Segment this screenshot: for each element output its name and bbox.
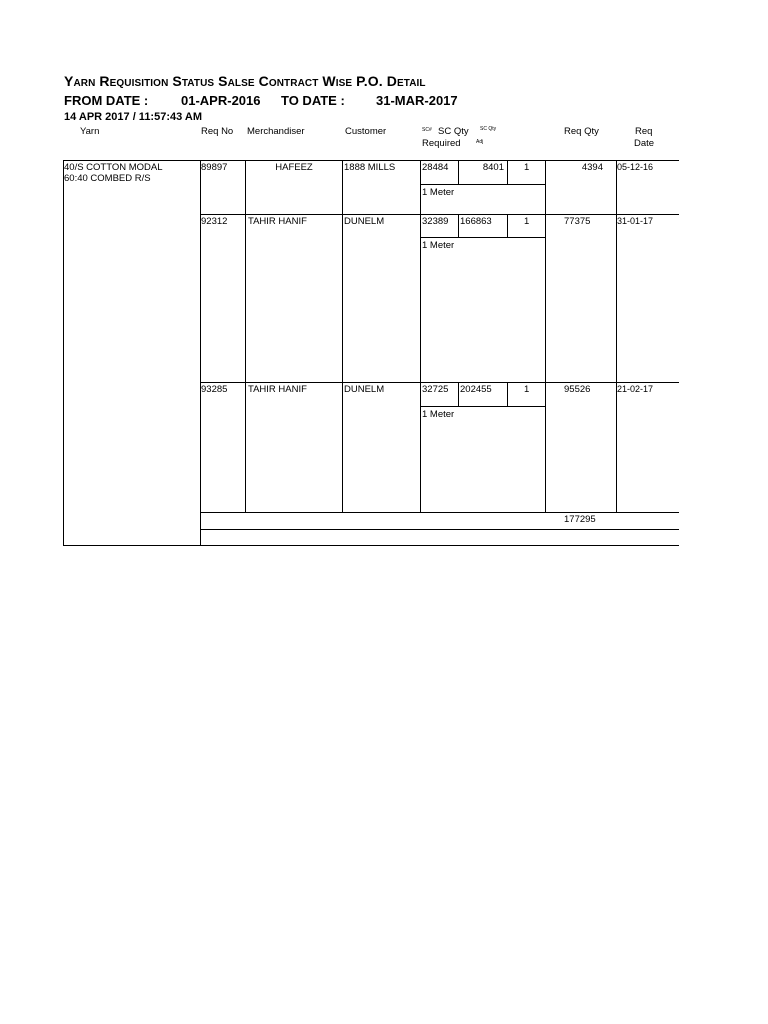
col-header-required: Required	[422, 138, 461, 149]
from-date-label: FROM DATE :	[64, 93, 149, 108]
total-row-bottom	[200, 529, 679, 530]
merchandiser: HAFEEZ	[275, 162, 313, 173]
column-divider	[420, 160, 421, 512]
column-divider	[545, 160, 546, 512]
merchandiser: TAHIR HANIF	[248, 384, 307, 395]
to-date-label: TO DATE :	[281, 93, 345, 108]
req-qty: 4394	[581, 162, 603, 173]
req-date: 31-01-17	[617, 216, 654, 226]
sc-qty: 8401	[482, 162, 504, 173]
req-date: 21-02-17	[617, 384, 654, 394]
req-qty: 95526	[564, 384, 591, 395]
col-header-sc-no: SC#	[422, 127, 432, 133]
col-header-req-qty: Req Qty	[564, 126, 599, 137]
customer: DUNELM	[344, 384, 385, 395]
table-top-border	[63, 160, 679, 161]
req-no: 93285	[201, 384, 228, 395]
col-header-yarn: Yarn	[80, 126, 100, 137]
col-header-sc-qty-adj: SC Qty	[480, 126, 497, 132]
sc-box-divider	[458, 214, 459, 237]
sc-qty-adj: 1	[524, 384, 530, 395]
req-qty-total: 177295	[564, 514, 596, 525]
column-divider	[342, 160, 343, 512]
print-timestamp: 14 APR 2017 / 11:57:43 AM	[64, 111, 202, 123]
col-header-sc-qty: SC Qty	[438, 126, 469, 137]
col-header-customer: Customer	[345, 126, 387, 137]
sc-qty: 202455	[460, 384, 492, 395]
sc-qty: 166863	[460, 216, 492, 227]
col-header-req-no: Req No	[201, 126, 234, 137]
col-header-req-date: Req	[635, 126, 653, 137]
sc-no: 32389	[422, 216, 449, 227]
row-divider	[200, 214, 679, 215]
col-header-adj: Adj	[476, 139, 484, 145]
table-bottom-border	[63, 545, 679, 546]
req-qty: 77375	[564, 216, 591, 227]
report-title: Yarn Requisition Status Salse Contract Wise P.O. Detail	[64, 73, 426, 89]
unit: 1 Meter	[422, 187, 455, 198]
column-divider	[616, 160, 617, 512]
sc-qty-adj: 1	[524, 162, 530, 173]
customer: 1888 MILLS	[344, 162, 396, 173]
sc-box-divider	[507, 214, 508, 237]
row-divider	[200, 382, 679, 383]
sc-qty-adj: 1	[524, 216, 530, 227]
table-left-border	[63, 160, 64, 546]
yarn-description: 40/S COTTON MODAL	[64, 162, 163, 173]
unit: 1 Meter	[422, 240, 455, 251]
col-header-req-date-2: Date	[634, 138, 655, 149]
req-date: 05-12-16	[617, 162, 654, 172]
column-divider	[245, 160, 246, 512]
unit: 1 Meter	[422, 409, 455, 420]
customer: DUNELM	[344, 216, 385, 227]
from-date-value: 01-APR-2016	[181, 93, 261, 108]
sc-box-divider	[507, 160, 508, 184]
sc-no: 32725	[422, 384, 449, 395]
sc-box-divider	[420, 237, 545, 238]
req-no: 92312	[201, 216, 228, 227]
sc-box-divider	[420, 406, 545, 407]
req-no: 89897	[201, 162, 228, 173]
sc-box-divider	[420, 184, 545, 185]
sc-no: 28484	[422, 162, 449, 173]
sc-box-divider	[507, 382, 508, 406]
total-row-top	[200, 512, 679, 513]
to-date-value: 31-MAR-2017	[376, 93, 458, 108]
yarn-description-2: 60:40 COMBED R/S	[64, 173, 151, 184]
sc-box-divider	[458, 382, 459, 406]
col-header-merchandiser: Merchandiser	[247, 126, 305, 137]
merchandiser: TAHIR HANIF	[248, 216, 307, 227]
